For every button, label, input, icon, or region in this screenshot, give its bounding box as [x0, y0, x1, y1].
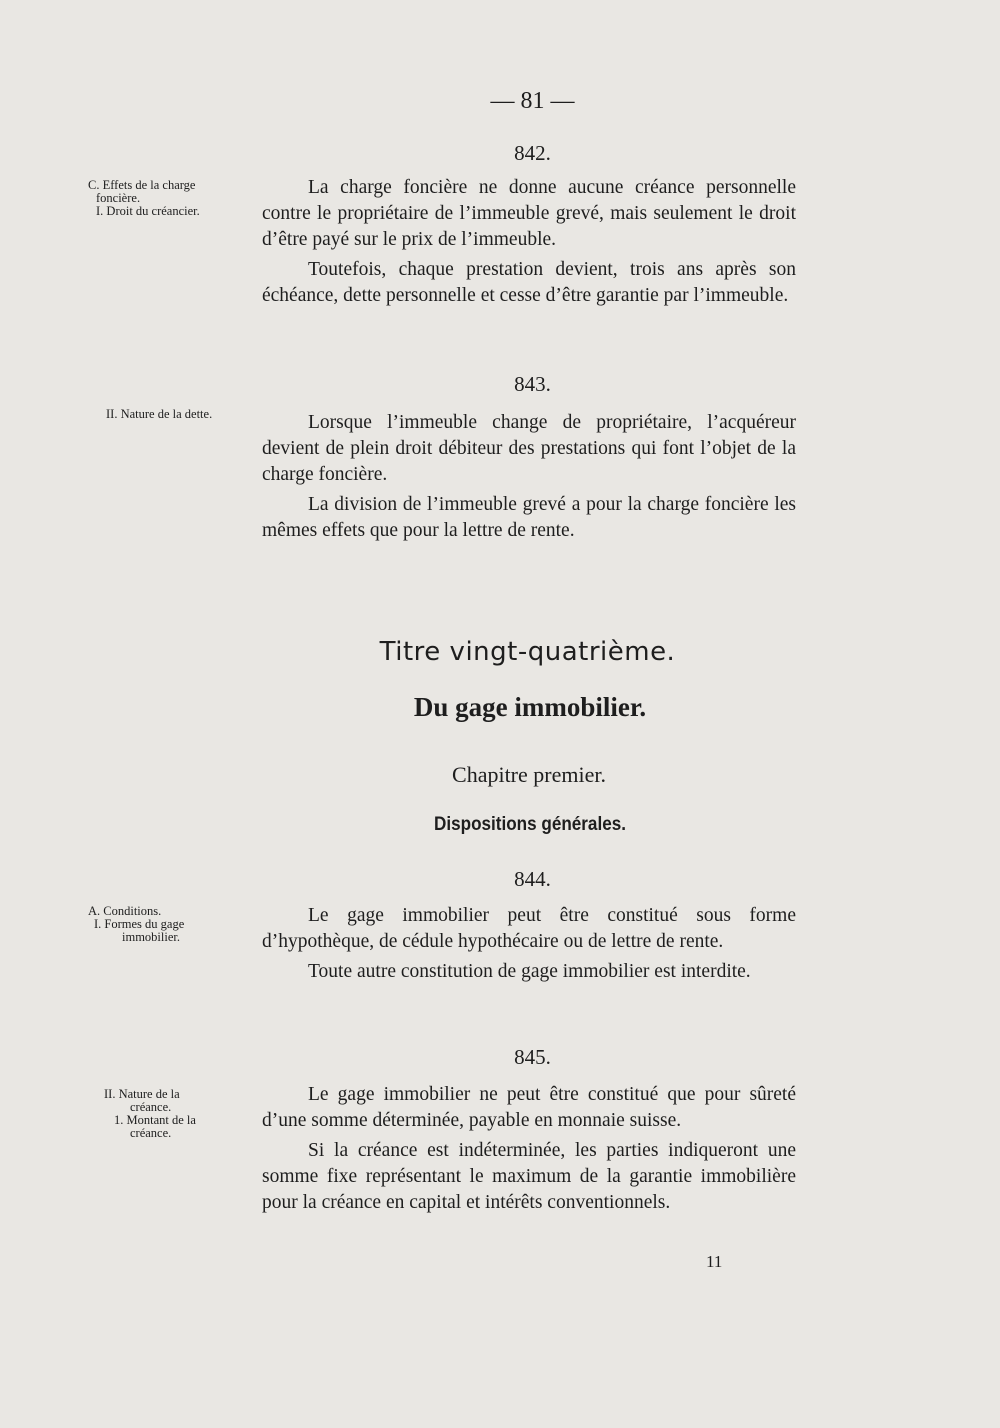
paragraph: Si la créance est indéterminée, les parties indiqueront une somme fixe représentant le maximum de la garantie immobilière pour la créance en capital et intérêts conventionnels. [262, 1140, 796, 1213]
article-number-842: 842. [514, 141, 551, 165]
paragraph: Lorsque l’immeuble change de propriétaire, l’acquéreur devient de plein droit débiteur des prestations qui font l’objet de la charge foncière. [262, 412, 796, 485]
chapter-heading: Chapitre premier. [452, 762, 606, 787]
margin-line: foncière. [96, 191, 141, 205]
paragraph: Toutefois, chaque prestation devient, trois ans après son échéance, dette personnelle et cesse d’être garantie par l’immeuble. [262, 259, 796, 306]
article-body-843 [262, 410, 796, 548]
article-number-845: 845. [514, 1045, 551, 1069]
margin-line: I. Droit du créancier. [96, 204, 200, 218]
margin-line: A. Conditions. [88, 904, 162, 918]
margin-line: II. Nature de la dette. [106, 407, 213, 421]
article-body-845 [262, 1082, 796, 1220]
signature-mark: 11 [706, 1252, 723, 1271]
title-heading: Titre vingt-quatrième. [379, 637, 676, 667]
margin-line: immobilier. [122, 930, 180, 944]
subsection-heading: Dispositions générales. [434, 814, 626, 835]
margin-line: 1. Montant de la [114, 1113, 196, 1127]
margin-note-845 [88, 1088, 274, 1140]
paragraph: Toute autre constitution de gage immobilier est interdite. [308, 961, 751, 982]
article-number-844: 844. [514, 867, 551, 891]
margin-note-843 [88, 408, 276, 421]
paragraph: Le gage immobilier ne peut être constitué que pour sûreté d’une somme déterminée, payable en monnaie suisse. [262, 1084, 796, 1131]
article-body-842 [262, 175, 796, 313]
margin-line: I. Formes du gage [94, 917, 185, 931]
margin-line: C. Effets de la charge [88, 178, 196, 192]
margin-line: créance. [130, 1126, 172, 1140]
margin-note-842 [88, 179, 258, 218]
article-body-844 [262, 903, 796, 989]
paragraph: La charge foncière ne donne aucune créance personnelle contre le propriétaire de l’immeuble grevé, mais seulement le droit d’être payé sur le prix de l’immeuble. [262, 177, 796, 250]
margin-line: II. Nature de la [104, 1087, 180, 1101]
margin-line: créance. [130, 1100, 172, 1114]
paragraph: Le gage immobilier peut être constitué sous forme d’hypothèque, de cédule hypothécaire ou de lettre de rente. [262, 905, 796, 952]
page-number: — 81 — [490, 88, 575, 114]
article-number-843: 843. [514, 372, 551, 396]
paragraph: La division de l’immeuble grevé a pour la charge foncière les mêmes effets que pour la lettre de rente. [262, 494, 796, 541]
margin-note-844 [88, 905, 258, 944]
section-heading: Du gage immobilier. [413, 692, 647, 722]
